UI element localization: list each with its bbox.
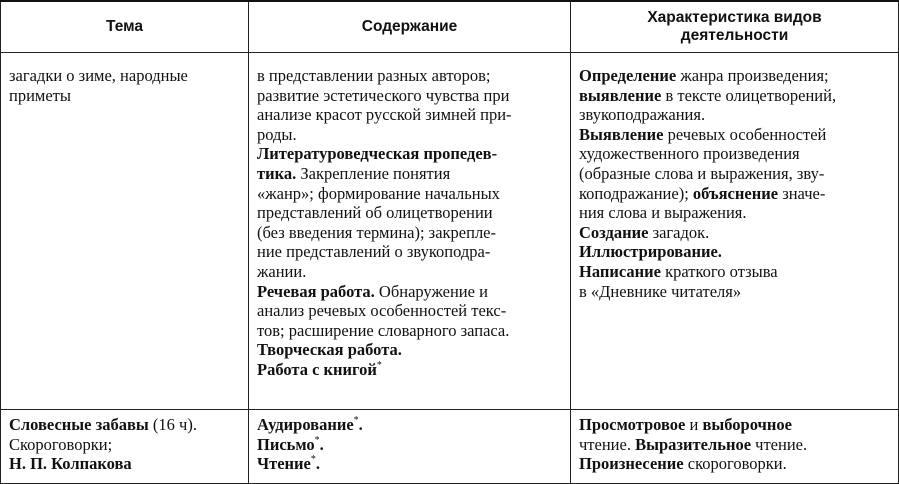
term-bold: Литературоведческая пропедев- <box>257 144 498 164</box>
term-bold: выборочное <box>702 415 792 434</box>
term-bold: Творческая работа. <box>257 340 402 360</box>
table-header-row <box>1 1 899 53</box>
content-line <box>257 164 562 184</box>
footnote-mark: * <box>353 415 359 426</box>
term-bold: Словесные забавы <box>9 415 149 434</box>
activity-text: значе- <box>778 183 826 203</box>
term-bold: Аудирование <box>257 415 354 434</box>
theme-line: Скороговорки; <box>9 434 113 454</box>
term-bold: . <box>358 415 363 434</box>
term-bold: Выразительное <box>635 434 752 454</box>
theme-line: приметы <box>9 85 71 105</box>
content-line: представлений об олицетворении <box>257 203 493 223</box>
header-theme: Тема <box>1 1 249 53</box>
activity-line <box>579 262 890 282</box>
table-row <box>1 53 899 410</box>
content-line: жании. <box>257 261 307 281</box>
theme-line: загадки о зиме, народные <box>9 66 188 85</box>
activity-line <box>579 86 890 106</box>
footnote-mark: * <box>376 359 382 371</box>
activity-line <box>579 454 890 474</box>
content-text: Обнаружение и <box>374 281 488 301</box>
content-cell <box>249 53 571 410</box>
term-bold: Письмо <box>257 434 315 454</box>
content-line <box>257 415 562 435</box>
content-line: (без введения термина); закрепле- <box>257 222 497 242</box>
term-bold: объяснение <box>692 183 779 203</box>
activity-line <box>579 184 890 204</box>
activity-line <box>579 66 890 86</box>
term-bold: . <box>319 434 324 454</box>
term-bold: Произнесение <box>579 454 684 474</box>
activity-text: речевых особенностей <box>663 124 827 144</box>
term-bold: Определение <box>579 66 677 85</box>
content-line <box>257 454 562 474</box>
footnote-mark: * <box>314 434 320 446</box>
activity-text: чтение. <box>751 434 808 454</box>
content-line: роды. <box>257 124 297 144</box>
header-activity-line2: деятельности <box>680 27 789 44</box>
content-line: анализ речевых особенностей текс- <box>257 301 507 321</box>
activity-line <box>579 242 890 262</box>
term-bold: Речевая работа. <box>257 281 375 301</box>
term-bold: Выявление <box>579 124 664 144</box>
theme-line <box>9 454 240 474</box>
term-bold: Иллюстрирование. <box>579 242 722 262</box>
activity-text: и <box>685 415 703 434</box>
activity-line <box>579 223 890 243</box>
activity-line: (образные слова и выражения, зву- <box>579 163 825 183</box>
term-bold: тика. <box>257 163 297 183</box>
activity-text: чтение. <box>579 434 636 454</box>
activity-line: звукоподражания. <box>579 105 706 125</box>
activity-line: в «Дневнике читателя» <box>579 281 742 301</box>
theme-line <box>9 415 240 435</box>
activity-line: ния слова и выражения. <box>579 203 747 223</box>
content-line: тов; расширение словарного запаса. <box>257 320 510 340</box>
activity-text: загадок. <box>648 222 710 242</box>
activity-text: жанра произведения; <box>676 66 829 85</box>
content-line: в представлении разных авторов; <box>257 66 491 85</box>
activity-cell <box>571 53 899 410</box>
content-cell <box>249 410 571 484</box>
term-bold: Написание <box>579 261 661 281</box>
theme-cell <box>1 410 249 484</box>
activity-text: краткого отзыва <box>661 261 778 281</box>
term-bold: выявление <box>579 85 662 105</box>
header-content: Содержание <box>249 1 571 53</box>
content-line <box>257 360 562 380</box>
theme-cell <box>1 53 249 410</box>
footnote-mark: * <box>310 454 316 466</box>
activity-line: художественного произведения <box>579 144 800 164</box>
content-line <box>257 282 562 302</box>
content-line: ние представлений о звукоподра- <box>257 242 491 262</box>
content-line: развитие эстетического чувства при <box>257 85 510 105</box>
activity-text: коподражание); <box>579 183 693 203</box>
header-activity-line1: Характеристика видов <box>647 9 822 26</box>
content-text: Закрепление понятия <box>296 163 451 183</box>
content-line: анализе красот русской зимней при- <box>257 105 512 125</box>
activity-line <box>579 415 890 435</box>
header-activity <box>571 1 899 53</box>
term-bold: Н. П. Колпакова <box>9 454 132 474</box>
term-bold: Работа с книгой <box>257 359 377 379</box>
activity-text: в тексте олицетворений, <box>661 85 837 105</box>
activity-cell <box>571 410 899 484</box>
term-bold: . <box>315 454 320 474</box>
content-line <box>257 144 562 164</box>
content-line <box>257 340 562 360</box>
term-bold: Создание <box>579 222 649 242</box>
content-line: «жанр»; формирование начальных <box>257 183 500 203</box>
term-bold: Просмотровое <box>579 415 686 434</box>
activity-text: скороговорки. <box>683 454 787 474</box>
theme-text: (16 ч). <box>148 415 197 434</box>
table-row <box>1 410 899 484</box>
activity-line <box>579 125 890 145</box>
term-bold: Чтение <box>257 454 311 474</box>
activity-line <box>579 435 890 455</box>
content-line <box>257 435 562 455</box>
